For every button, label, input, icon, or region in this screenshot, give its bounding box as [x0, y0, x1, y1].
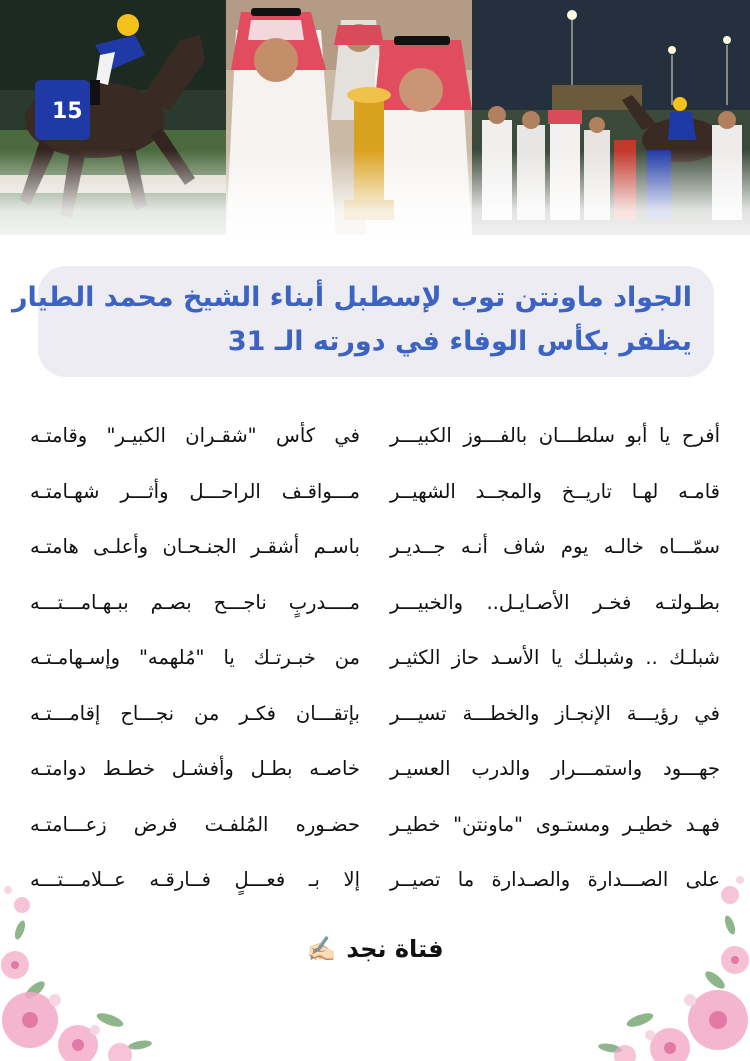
verse-first-hemistich: على الصـــدارة والصـدارة ما تصيــر: [390, 868, 720, 892]
verse-row: [30, 575, 720, 631]
verse-first-hemistich: في رؤيـــة الإنجـاز والخطـــة تسيـــر: [390, 701, 720, 725]
verse-first-hemistich: أفرح يا أبو سلطـــان بالفـــوز الكبيـــر: [390, 424, 720, 448]
flower-decoration-left: [0, 870, 170, 1061]
verse-row: [30, 797, 720, 853]
verse-row: [30, 630, 720, 686]
verse-second-hemistich: مـــواقـف الراحـــل وأثـــر شهـامتـه: [30, 479, 360, 503]
verse-row: [30, 464, 720, 520]
flower-decoration-right: [590, 870, 750, 1061]
verse-second-hemistich: باسـم أشقـر الجنـحـان وأعلـى هامتـه: [30, 535, 360, 559]
verse-row: [30, 686, 720, 742]
photo-fade-overlay: [0, 150, 750, 235]
title-line-1: الجواد ماونتن توب لإسطبل أبناء الشيخ محمد الطيار: [11, 282, 692, 313]
writing-hand-icon: ✍🏻: [306, 935, 337, 963]
verse-first-hemistich: شبلـك .. وشبلـك يا الأسـد حاز الكثيـر: [390, 646, 720, 670]
verse-second-hemistich: مــــدربٍ ناجـــح بصـم ببـهـامـــتـــه: [30, 590, 360, 614]
title-box: [11, 266, 714, 377]
verse-second-hemistich: إلا بـ فعـــلٍ فــارقـه عــلامـــتـــه: [30, 868, 360, 892]
verse-first-hemistich: بطـولتـه فخـر الأصـايـل.. والخبيـــر: [390, 590, 720, 614]
verse-second-hemistich: من خبـرتـك يا "مُلهمه" وإسـهامـتـه: [30, 646, 360, 670]
title-line-2: يظفر بكأس الوفاء في دورته الـ 31: [227, 326, 692, 357]
verse-second-hemistich: بإتقـــان فكـر من نجـــاح إقامـــتـه: [30, 701, 360, 725]
verse-first-hemistich: سمّـــاه خالـه يوم شاف أنـه جــديـر: [390, 535, 720, 559]
poem: [30, 408, 720, 908]
verse-first-hemistich: جهـــود واستمـــرار والدرب العسيـر: [390, 757, 720, 781]
saddle-number: 15: [52, 99, 83, 124]
verse-first-hemistich: قامـه لهـا تاريــخ والمجــد الشهيــر: [390, 479, 720, 503]
verse-first-hemistich: فهـد خطيـر ومستـوى "ماونتن" خطيـر: [390, 812, 720, 836]
verse-second-hemistich: في كأس "شقـران الكبيـر" وقامتـه: [30, 424, 360, 448]
photo-collage: [0, 0, 750, 235]
verse-row: [30, 408, 720, 464]
signature: [0, 935, 750, 963]
verse-second-hemistich: خاصـه بطـل وأفشـل خطـط دوامتـه: [30, 757, 360, 781]
verse-row: [30, 741, 720, 797]
author-name: فتاة نجد: [346, 935, 444, 963]
verse-row: [30, 519, 720, 575]
verse-second-hemistich: حضـوره المُلفـت فرض زعـــامتـه: [30, 812, 360, 836]
